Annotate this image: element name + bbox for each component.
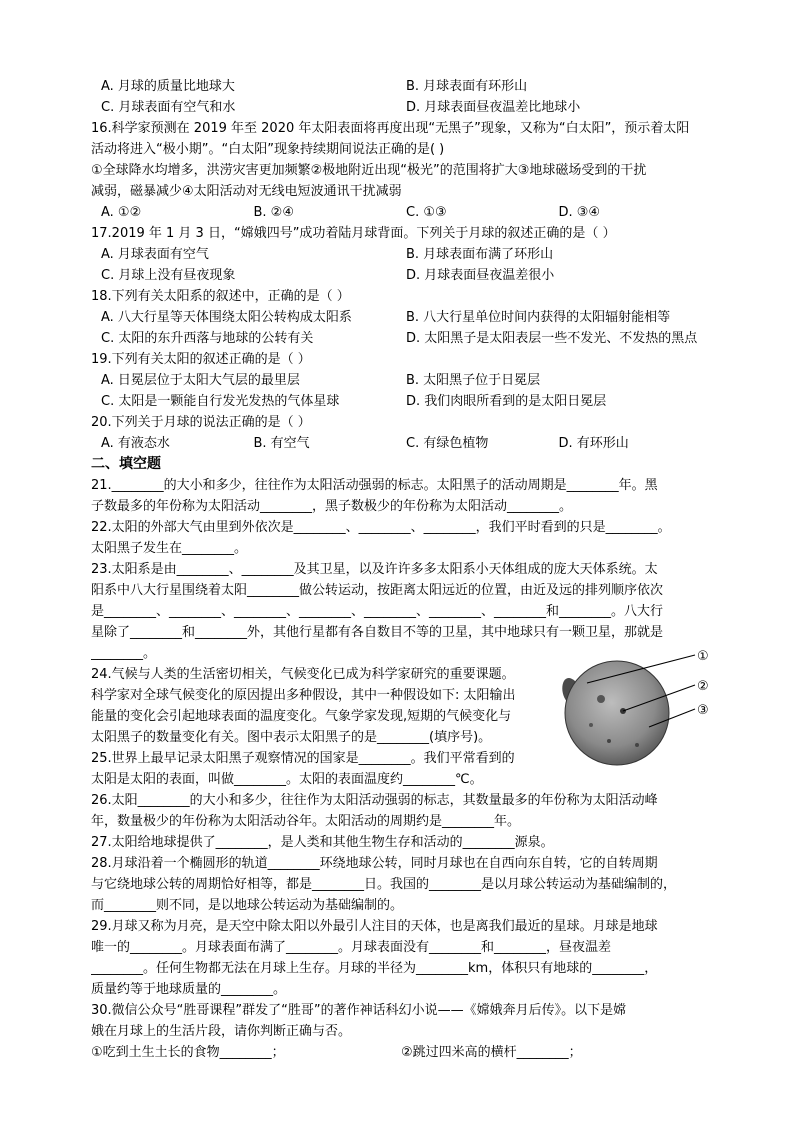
q30-line1: 30.微信公众号“胜哥课程”群发了“胜哥”的著作神话科幻小说——《嫦娥奔月后传》。以下是嫦 bbox=[91, 1003, 627, 1018]
q15-option-a: A. 月球的质量比地球大 bbox=[101, 79, 235, 94]
q24-line4: 太阳黑子的数量变化有关。图中表示太阳黑子的是________(填序号)。 bbox=[91, 730, 492, 745]
q19-options-row2 bbox=[91, 391, 711, 412]
q30-item-1: ①吃到土生土长的食物________； bbox=[91, 1045, 285, 1060]
q17-option-a: A. 月球表面有空气 bbox=[101, 247, 209, 262]
q26-line2: 年，数量极少的年份称为太阳活动谷年。太阳活动的周期约是________年。 bbox=[91, 814, 521, 829]
q23-line4: 星除了________和________外，其他行星都有各自数目不等的卫星，其中地球只有一颗卫星，那就是 bbox=[91, 625, 664, 640]
q19-option-d: D. 我们肉眼所看到的是太阳日冕层 bbox=[406, 394, 607, 409]
spot-dot bbox=[589, 723, 593, 727]
q16-stem-line2: 活动将进入“极小期”。“白太阳”现象持续期间说法正确的是( ) bbox=[91, 142, 445, 157]
q15-option-d: D. 月球表面昼夜温差比地球小 bbox=[406, 100, 581, 115]
q16-option-c: C. ①③ bbox=[406, 205, 447, 220]
q18-option-d: D. 太阳黑子是太阳表层一些不发光、不发热的黑点 bbox=[406, 331, 698, 346]
q28-line1: 28.月球沿着一个椭圆形的轨道________环绕地球公转，同时月球也在自西向东自转，它的自转周期 bbox=[91, 856, 658, 871]
q17-option-c: C. 月球上没有昼夜现象 bbox=[101, 268, 236, 283]
spot-dot bbox=[607, 739, 611, 743]
q29-line2: 唯一的________。月球表面布满了________。月球表面没有________和________，昼夜温差 bbox=[91, 940, 612, 955]
q16-options-row bbox=[91, 202, 711, 223]
q17-stem: 17.2019 年 1 月 3 日，“嫦娥四号”成功着陆月球背面。下列关于月球的叙述正确的是（ ） bbox=[91, 226, 616, 241]
q18-stem: 18.下列有关太阳系的叙述中，正确的是（ ） bbox=[91, 289, 350, 304]
q24-line2: 科学家对全球气候变化的原因提出多种假设，其中一种假设如下: 太阳输出 bbox=[91, 688, 516, 703]
q23-line5: ________。 bbox=[91, 646, 157, 661]
q15-options-row2 bbox=[91, 97, 711, 118]
figure-label-1: ① bbox=[697, 649, 709, 664]
sun-disk bbox=[565, 661, 669, 765]
sun-figure bbox=[561, 641, 711, 791]
q19-option-b: B. 太阳黑子位于日冕层 bbox=[406, 373, 541, 388]
q21-line1: 21.________的大小和多少，往往作为太阳活动强弱的标志。太阳黑子的活动周期是________年。黑 bbox=[91, 478, 658, 493]
q16-stem-line4: 减弱，磁暴减少④太阳活动对无线电短波通讯干扰减弱 bbox=[91, 184, 402, 199]
q16-stem-line3: ①全球降水均增多，洪涝灾害更加频繁②极地附近出现“极光”的范围将扩大③地球磁场受到的干扰 bbox=[91, 163, 647, 178]
q18-option-b: B. 八大行星单位时间内获得的太阳辐射能相等 bbox=[406, 310, 671, 325]
q15-options-row1 bbox=[91, 76, 711, 97]
q28-line2: 与它绕地球公转的周期恰好相等，都是________日。我国的________是以月球公转运动为基础编制的， bbox=[91, 877, 677, 892]
q16-option-a: A. ①② bbox=[101, 205, 142, 220]
q20-option-b: B. 有空气 bbox=[253, 436, 310, 451]
q17-options-row2 bbox=[91, 265, 711, 286]
q29-line4: 质量约等于地球质量的________。 bbox=[91, 982, 287, 997]
spot-dot bbox=[597, 695, 605, 703]
q24-line1: 24.气候与人类的生活密切相关，气候变化已成为科学家研究的重要课题。 bbox=[91, 667, 515, 682]
q16-option-b: B. ②④ bbox=[253, 205, 294, 220]
q19-option-c: C. 太阳是一颗能自行发光发热的气体星球 bbox=[101, 394, 340, 409]
q22-line1: 22.太阳的外部大气由里到外依次是________、________、________，我们平时看到的只是________。 bbox=[91, 520, 671, 535]
q20-option-a: A. 有液态水 bbox=[101, 436, 170, 451]
q17-option-d: D. 月球表面昼夜温差很小 bbox=[406, 268, 555, 283]
q23-line1: 23.太阳系是由________、________及其卫星，以及许许多多太阳系小天体组成的庞大天体系统。太 bbox=[91, 562, 658, 577]
q15-option-b: B. 月球表面有环形山 bbox=[406, 79, 528, 94]
q17-options-row1 bbox=[91, 244, 711, 265]
q29-line3: ________。任何生物都无法在月球上生存。月球的半径为________km，体积只有地球的________， bbox=[91, 961, 658, 976]
q30-line2: 娥在月球上的生活片段，请你判断正确与否。 bbox=[91, 1024, 352, 1039]
q27-line1: 27.太阳给地球提供了________，是人类和其他生物生存和活动的________源泉。 bbox=[91, 835, 554, 850]
q29-line1: 29.月球又称为月亮，是天空中除太阳以外最引人注目的天体，也是离我们最近的星球。月球是地球 bbox=[91, 919, 658, 934]
q23-line2: 阳系中八大行星围绕着太阳________做公转运动，按距离太阳远近的位置，由近及远的排列顺序依次 bbox=[91, 583, 664, 598]
q26-line1: 26.太阳________的大小和多少，往往作为太阳活动强弱的标志，其数量最多的年份称为太阳活动峰 bbox=[91, 793, 658, 808]
q16-stem-line1: 16.科学家预测在 2019 年至 2020 年太阳表面将再度出现“无黑子”现象，又称为“白太阳”，预示着太阳 bbox=[91, 121, 690, 136]
figure-label-3: ③ bbox=[697, 703, 709, 718]
section-fill-in-title: 二、填空题 bbox=[91, 456, 161, 472]
q19-option-a: A. 日冕层位于太阳大气层的最里层 bbox=[101, 373, 300, 388]
q20-option-c: C. 有绿色植物 bbox=[406, 436, 489, 451]
q18-option-c: C. 太阳的东升西落与地球的公转有关 bbox=[101, 331, 314, 346]
worksheet-page bbox=[91, 76, 711, 1063]
spot-dot bbox=[635, 743, 639, 747]
q30-item-2: ②跳过四米高的横杆________； bbox=[401, 1045, 582, 1060]
figure-label-2: ② bbox=[697, 679, 709, 694]
q21-line2: 子数最多的年份称为太阳活动________，黑子数极少的年份称为太阳活动________。 bbox=[91, 499, 573, 514]
q20-option-d: D. 有环形山 bbox=[558, 436, 629, 451]
q20-stem: 20.下列关于月球的说法正确的是（ ） bbox=[91, 415, 311, 430]
q18-option-a: A. 八大行星等天体围绕太阳公转构成太阳系 bbox=[101, 310, 352, 325]
q25-line1: 25.世界上最早记录太阳黑子观察情况的国家是________。我们平常看到的 bbox=[91, 751, 515, 766]
q18-options-row1 bbox=[91, 307, 711, 328]
q16-option-d: D. ③④ bbox=[558, 205, 601, 220]
q20-options-row bbox=[91, 433, 711, 454]
q19-options-row1 bbox=[91, 370, 711, 391]
q22-line2: 太阳黑子发生在________。 bbox=[91, 541, 248, 556]
q28-line3: 而________则不同，是以地球公转运动为基础编制的。 bbox=[91, 898, 404, 913]
q18-options-row2 bbox=[91, 328, 711, 349]
q23-line3: 是________、________、________、________、________、________、________和________。八大行 bbox=[91, 604, 664, 619]
q17-option-b: B. 月球表面布满了环形山 bbox=[406, 247, 554, 262]
q30-items-row bbox=[91, 1042, 711, 1063]
q24-line3: 能量的变化会引起地球表面的温度变化。气象学家发现,短期的气候变化与 bbox=[91, 709, 512, 724]
q15-option-c: C. 月球表面有空气和水 bbox=[101, 100, 236, 115]
q19-stem: 19.下列有关太阳的叙述正确的是（ ） bbox=[91, 352, 311, 367]
q25-line2: 太阳是太阳的表面，叫做________。太阳的表面温度约________℃。 bbox=[91, 772, 483, 787]
